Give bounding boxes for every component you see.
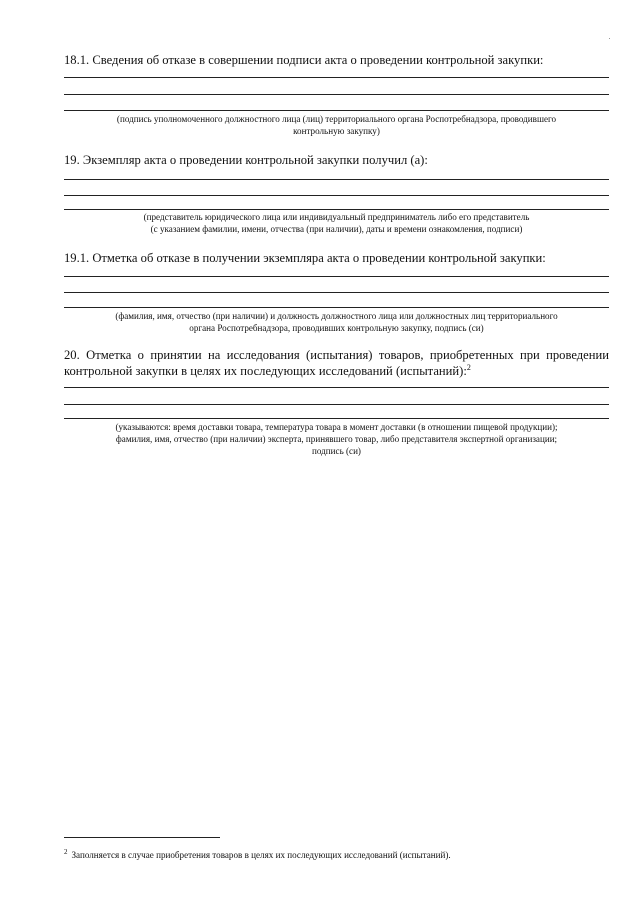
caption-line: подпись (си) bbox=[312, 446, 361, 456]
signature-line bbox=[64, 209, 609, 210]
caption-line: (с указанием фамилии, имени, отчества (при наличии), даты и времени ознакомления, подписи) bbox=[150, 224, 523, 234]
section-19-heading: 19. Экземпляр акта о проведении контрольной закупки получил (а): bbox=[64, 153, 428, 167]
footnote-rule bbox=[64, 837, 220, 838]
caption-line: органа Роспотребнадзора, проводивших контрольную закупку, подпись (си) bbox=[189, 323, 484, 333]
scan-speck bbox=[609, 38, 610, 39]
section-18-1-heading: 18.1. Сведения об отказе в совершении подписи акта о проведении контрольной закупки: bbox=[64, 53, 544, 67]
caption-line: (фамилия, имя, отчество (при наличии) и должность должностного лица или должностных лиц территориального bbox=[115, 311, 558, 321]
footnote-reference: 2 bbox=[466, 362, 471, 372]
fill-line bbox=[64, 387, 609, 388]
section-20-heading bbox=[64, 347, 609, 379]
footnote-text: Заполняется в случае приобретения товаров в целях их последующих исследований (испытаний). bbox=[71, 850, 451, 861]
footnote bbox=[64, 846, 609, 861]
fill-line bbox=[64, 276, 609, 277]
signature-line bbox=[64, 307, 609, 308]
fill-line bbox=[64, 404, 609, 405]
caption-line: фамилия, имя, отчество (при наличии) эксперта, принявшего товар, либо представителя экспертной организации; bbox=[115, 434, 558, 444]
section-20-heading-text: 20. Отметка о принятии на исследования (испытания) товаров, приобретенных при проведении контрольной закупки в целях их последующих исследований (испытаний): bbox=[64, 348, 609, 378]
caption-line: (представитель юридического лица или индивидуальный предприниматель либо его представитель bbox=[143, 212, 530, 222]
footnote-number: 2 bbox=[64, 848, 68, 856]
caption-line: (подпись уполномоченного должностного лица (лиц) территориального органа Роспотребнадзора, проводившего bbox=[116, 114, 557, 124]
fill-line bbox=[64, 77, 609, 78]
section-18-1-caption bbox=[64, 113, 609, 137]
signature-line bbox=[64, 418, 609, 419]
signature-line bbox=[64, 110, 609, 111]
fill-line bbox=[64, 195, 609, 196]
section-19-caption bbox=[64, 211, 609, 235]
fill-line bbox=[64, 292, 609, 293]
section-19-1-heading: 19.1. Отметка об отказе в получении экземпляра акта о проведении контрольной закупки: bbox=[64, 251, 546, 265]
fill-line bbox=[64, 179, 609, 180]
fill-line bbox=[64, 94, 609, 95]
caption-line: (указываются: время доставки товара, температура товара в момент доставки (в отношении пищевой продукции); bbox=[115, 422, 558, 432]
section-20-caption bbox=[64, 421, 609, 457]
caption-line: контрольную закупку) bbox=[293, 126, 380, 136]
section-19-1-caption bbox=[64, 310, 609, 334]
